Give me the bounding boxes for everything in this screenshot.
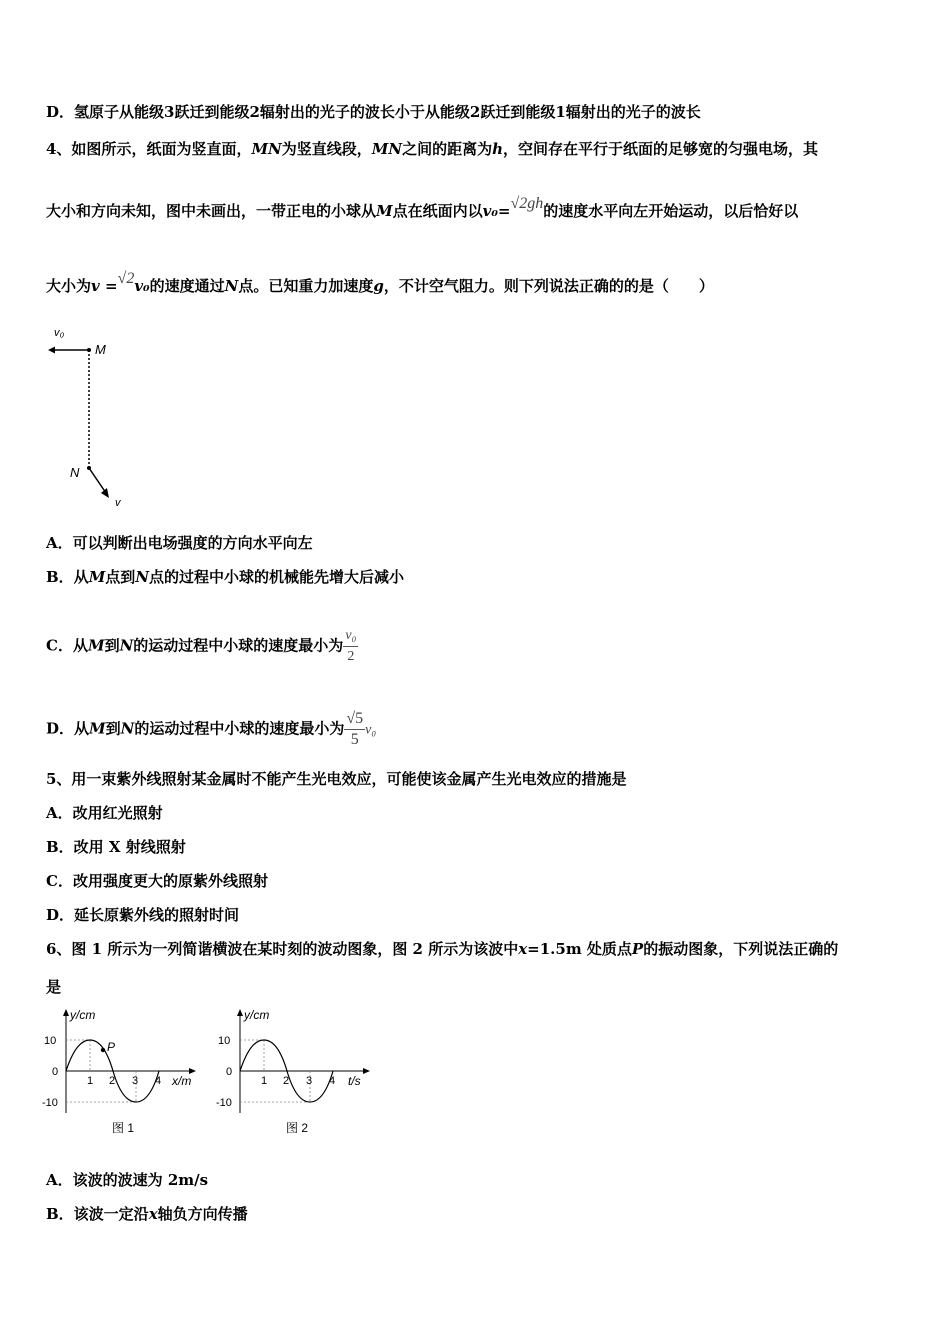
fig1-ytick-10: 10 bbox=[44, 1035, 57, 1047]
fig1-xtick-2: 2 bbox=[109, 1075, 116, 1087]
fig1-y-arrow bbox=[63, 1009, 69, 1016]
fig1-ytick-0: 0 bbox=[52, 1066, 59, 1078]
q6-option-a: A．该波的波速为 2m/s bbox=[46, 1171, 209, 1189]
fig2-ytick-10: 10 bbox=[218, 1035, 231, 1047]
fig2-y-arrow bbox=[237, 1009, 243, 1016]
fig1-point-p-label: P bbox=[107, 1040, 116, 1054]
q6-figure-1 bbox=[40, 1005, 200, 1135]
v-arrow-line bbox=[89, 468, 106, 493]
fig2-caption: 图 2 bbox=[286, 1121, 309, 1135]
q6-stem-line-1: 6、图 1 所示为一列简谐横波在某时刻的波动图象，图 2 所示为该波中x=1.5m 处质点P的振动图象，下列说法正确的 bbox=[46, 940, 839, 958]
q5-stem: 5、用一束紫外线照射某金属时不能产生光电效应，可能使该金属产生光电效应的措施是 bbox=[46, 770, 627, 788]
fig2-xtick-3: 3 bbox=[306, 1075, 313, 1087]
q3-option-d: D．氢原子从能级3跃迁到能级2辐射出的光子的波长小于从能级2跃迁到能级1辐射出的光子的波长 bbox=[46, 103, 701, 121]
q5-option-a: A．改用红光照射 bbox=[46, 804, 163, 822]
fraction-sqrt5-over-5: $\frac{√5}{5}$ bbox=[346, 710, 364, 748]
label-v0: v₀ bbox=[54, 327, 65, 339]
label-n: N bbox=[70, 465, 80, 480]
q5-option-b: B．改用 X 射线照射 bbox=[46, 838, 186, 856]
q4-option-a: A．可以判断出电场强度的方向水平向左 bbox=[46, 534, 313, 552]
q4-figure-mn bbox=[40, 318, 150, 513]
q4-stem-line-2: 大小和方向未知，图中未画出，一带正电的小球从M点在纸面内以v₀=√2gh的速度水平向左开始运动，以后恰好以 bbox=[46, 195, 799, 220]
q4-option-c: C．从M到N的运动过程中小球的速度最小为 $\frac{\text{v₀}}{2}$ bbox=[46, 626, 358, 667]
fig2-ylabel: y/cm bbox=[244, 1008, 270, 1022]
fig1-caption: 图 1 bbox=[112, 1121, 135, 1135]
q4-stem-line-1: 4、如图所示，纸面为竖直面，MN为竖直线段，MN之间的距离为h，空间存在平行于纸面的足够宽的匀强电场，其 bbox=[46, 140, 819, 158]
fig1-xtick-3: 3 bbox=[132, 1075, 139, 1087]
q5-option-d: D．延长原紫外线的照射时间 bbox=[46, 906, 240, 924]
fig1-xtick-4: 4 bbox=[155, 1075, 162, 1087]
fig1-xtick-1: 1 bbox=[87, 1075, 94, 1087]
fraction-v0-over-2: $\frac{\text{v₀}}{2}$ bbox=[343, 626, 358, 667]
q4-option-b: B．从M点到N点的过程中小球的机械能先增大后减小 bbox=[46, 568, 405, 586]
sqrt-2gh: √2gh bbox=[510, 195, 544, 212]
q6-figure-2 bbox=[214, 1005, 374, 1135]
fig1-xlabel: x/m bbox=[172, 1074, 192, 1088]
fig2-xtick-4: 4 bbox=[329, 1075, 336, 1087]
v-arrowhead bbox=[101, 488, 109, 498]
q6-option-b: B．该波一定沿x轴负方向传播 bbox=[46, 1205, 248, 1223]
fig2-x-arrow bbox=[363, 1068, 370, 1074]
fig2-ytick-0: 0 bbox=[226, 1066, 233, 1078]
fig2-xtick-2: 2 bbox=[283, 1075, 290, 1087]
label-m: M bbox=[95, 342, 106, 357]
v0-arrowhead bbox=[48, 347, 55, 354]
q6-stem-line-2: 是 bbox=[46, 978, 62, 996]
q5-option-c: C．改用强度更大的原紫外线照射 bbox=[46, 872, 268, 890]
label-v: v bbox=[115, 497, 121, 509]
fig1-ylabel: y/cm bbox=[70, 1008, 96, 1022]
fig2-xlabel: t/s bbox=[348, 1074, 361, 1088]
fig1-point-p bbox=[101, 1048, 105, 1052]
fig1-ytick-neg10: -10 bbox=[42, 1097, 58, 1109]
fig2-xtick-1: 1 bbox=[261, 1075, 268, 1087]
fig2-ytick-neg10: -10 bbox=[216, 1097, 232, 1109]
sqrt-2: √2 bbox=[117, 270, 135, 287]
q4-stem-line-3: 大小为v =√2v₀的速度通过N点。已知重力加速度g，不计空气阻力。则下列说法正确的的是（ ） bbox=[46, 270, 714, 295]
q4-option-d: D．从M到N的运动过程中小球的速度最小为 $\frac{√5}{5}$ v₀ bbox=[46, 710, 377, 748]
